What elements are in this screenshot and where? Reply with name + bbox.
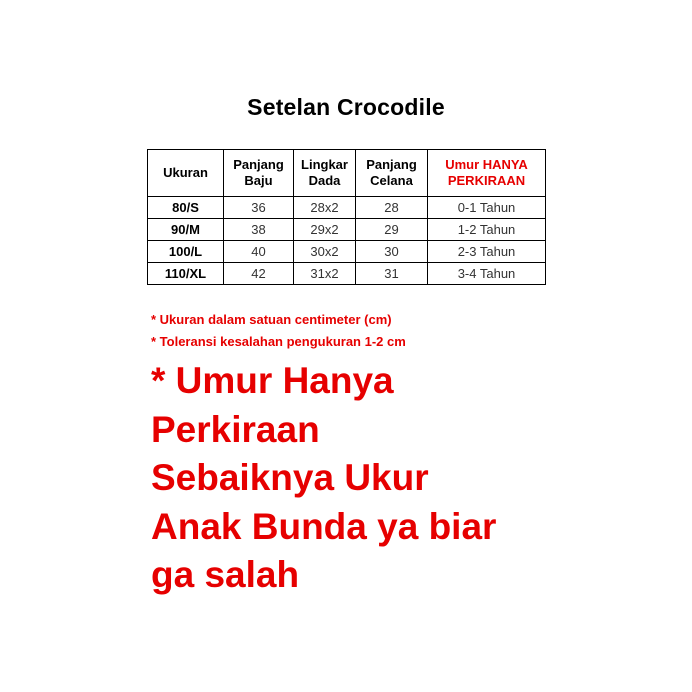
cell-panjang-celana: 29 xyxy=(356,219,428,241)
header-lingkar-dada xyxy=(294,150,356,197)
header-panjang-baju xyxy=(224,150,294,197)
cell-umur: 3-4 Tahun xyxy=(428,263,546,285)
page-title: Setelan Crocodile xyxy=(247,94,445,120)
cell-panjang-baju: 42 xyxy=(224,263,294,285)
warning-line: ga salah xyxy=(151,554,300,595)
header-label-line2: Celana xyxy=(370,173,413,188)
cell-lingkar-dada: 29x2 xyxy=(294,219,356,241)
table-row xyxy=(148,197,546,219)
cell-panjang-baju: 40 xyxy=(224,241,294,263)
cell-umur: 2-3 Tahun xyxy=(428,241,546,263)
header-ukuran-label: Ukuran xyxy=(163,165,208,180)
cell-panjang-baju: 38 xyxy=(224,219,294,241)
cell-umur: 0-1 Tahun xyxy=(428,197,546,219)
warning-line: * Umur Hanya xyxy=(151,360,394,401)
header-label-line2: PERKIRAAN xyxy=(447,173,526,188)
cell-panjang-celana: 31 xyxy=(356,263,428,285)
header-label-line1: Panjang xyxy=(366,157,417,172)
header-umur xyxy=(428,150,546,197)
table-row xyxy=(148,263,546,285)
header-ukuran xyxy=(148,150,224,197)
header-panjang-celana xyxy=(356,150,428,197)
size-chart-table xyxy=(147,149,546,285)
note-unit: * Ukuran dalam satuan centimeter (cm) xyxy=(151,312,392,327)
cell-panjang-celana: 30 xyxy=(356,241,428,263)
warning-line: Sebaiknya Ukur xyxy=(151,457,429,498)
cell-lingkar-dada: 31x2 xyxy=(294,263,356,285)
warning-line: Anak Bunda ya biar xyxy=(151,505,497,547)
header-label-line2: Dada xyxy=(308,173,341,188)
cell-panjang-celana: 28 xyxy=(356,197,428,219)
cell-lingkar-dada: 28x2 xyxy=(294,197,356,219)
cell-ukuran: 100/L xyxy=(148,241,224,263)
cell-ukuran: 80/S xyxy=(148,197,224,219)
header-label-line2: Baju xyxy=(244,173,273,188)
header-label-line1: Panjang xyxy=(233,157,284,172)
cell-ukuran: 90/M xyxy=(148,219,224,241)
header-label-line1: Lingkar xyxy=(301,157,348,172)
table-row xyxy=(148,241,546,263)
age-estimate-warning xyxy=(151,357,671,600)
cell-panjang-baju: 36 xyxy=(224,197,294,219)
cell-ukuran: 110/XL xyxy=(148,263,224,285)
header-label-line1: Umur HANYA xyxy=(445,157,528,172)
cell-lingkar-dada: 30x2 xyxy=(294,241,356,263)
table-row xyxy=(148,219,546,241)
note-tolerance: * Toleransi kesalahan pengukuran 1-2 cm xyxy=(151,334,406,349)
cell-umur: 1-2 Tahun xyxy=(428,219,546,241)
warning-line: Perkiraan xyxy=(151,408,320,450)
table-header-row xyxy=(148,150,546,197)
